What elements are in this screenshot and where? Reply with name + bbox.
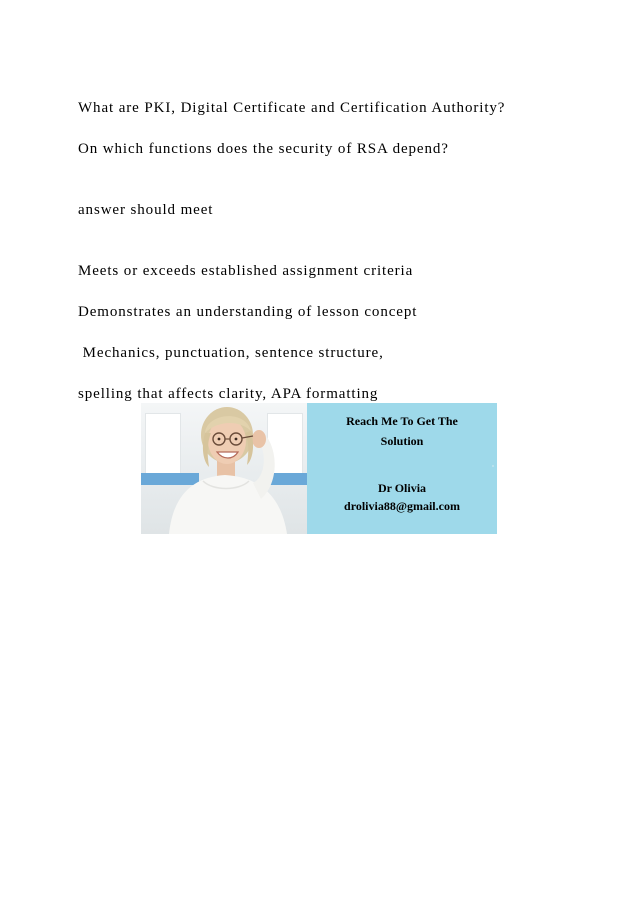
cta-line-1: Reach Me To Get The [346,414,458,428]
cta-line-2: Solution [380,434,424,448]
contact-email: drolivia88@gmail.com [344,499,460,513]
smiling-woman-icon [141,403,307,534]
contact-banner [141,403,497,534]
contact-name: Dr Olivia [377,481,427,495]
question-pki: What are PKI, Digital Certificate and Certification Authority? [78,100,506,116]
contact-info-panel [307,403,497,534]
criterion-understanding: Demonstrates an understanding of lesson concept [78,304,418,320]
answer-requirements-heading: answer should meet [78,202,214,218]
criterion-spelling: spelling that affects clarity, APA formatting [78,386,379,402]
criterion-assignment: Meets or exceeds established assignment criteria [78,263,414,279]
decorative-dot [492,465,494,467]
question-rsa: On which functions does the security of RSA depend? [78,141,449,157]
criterion-mechanics: Mechanics, punctuation, sentence structure, [78,345,384,361]
woman-photo [141,403,307,534]
